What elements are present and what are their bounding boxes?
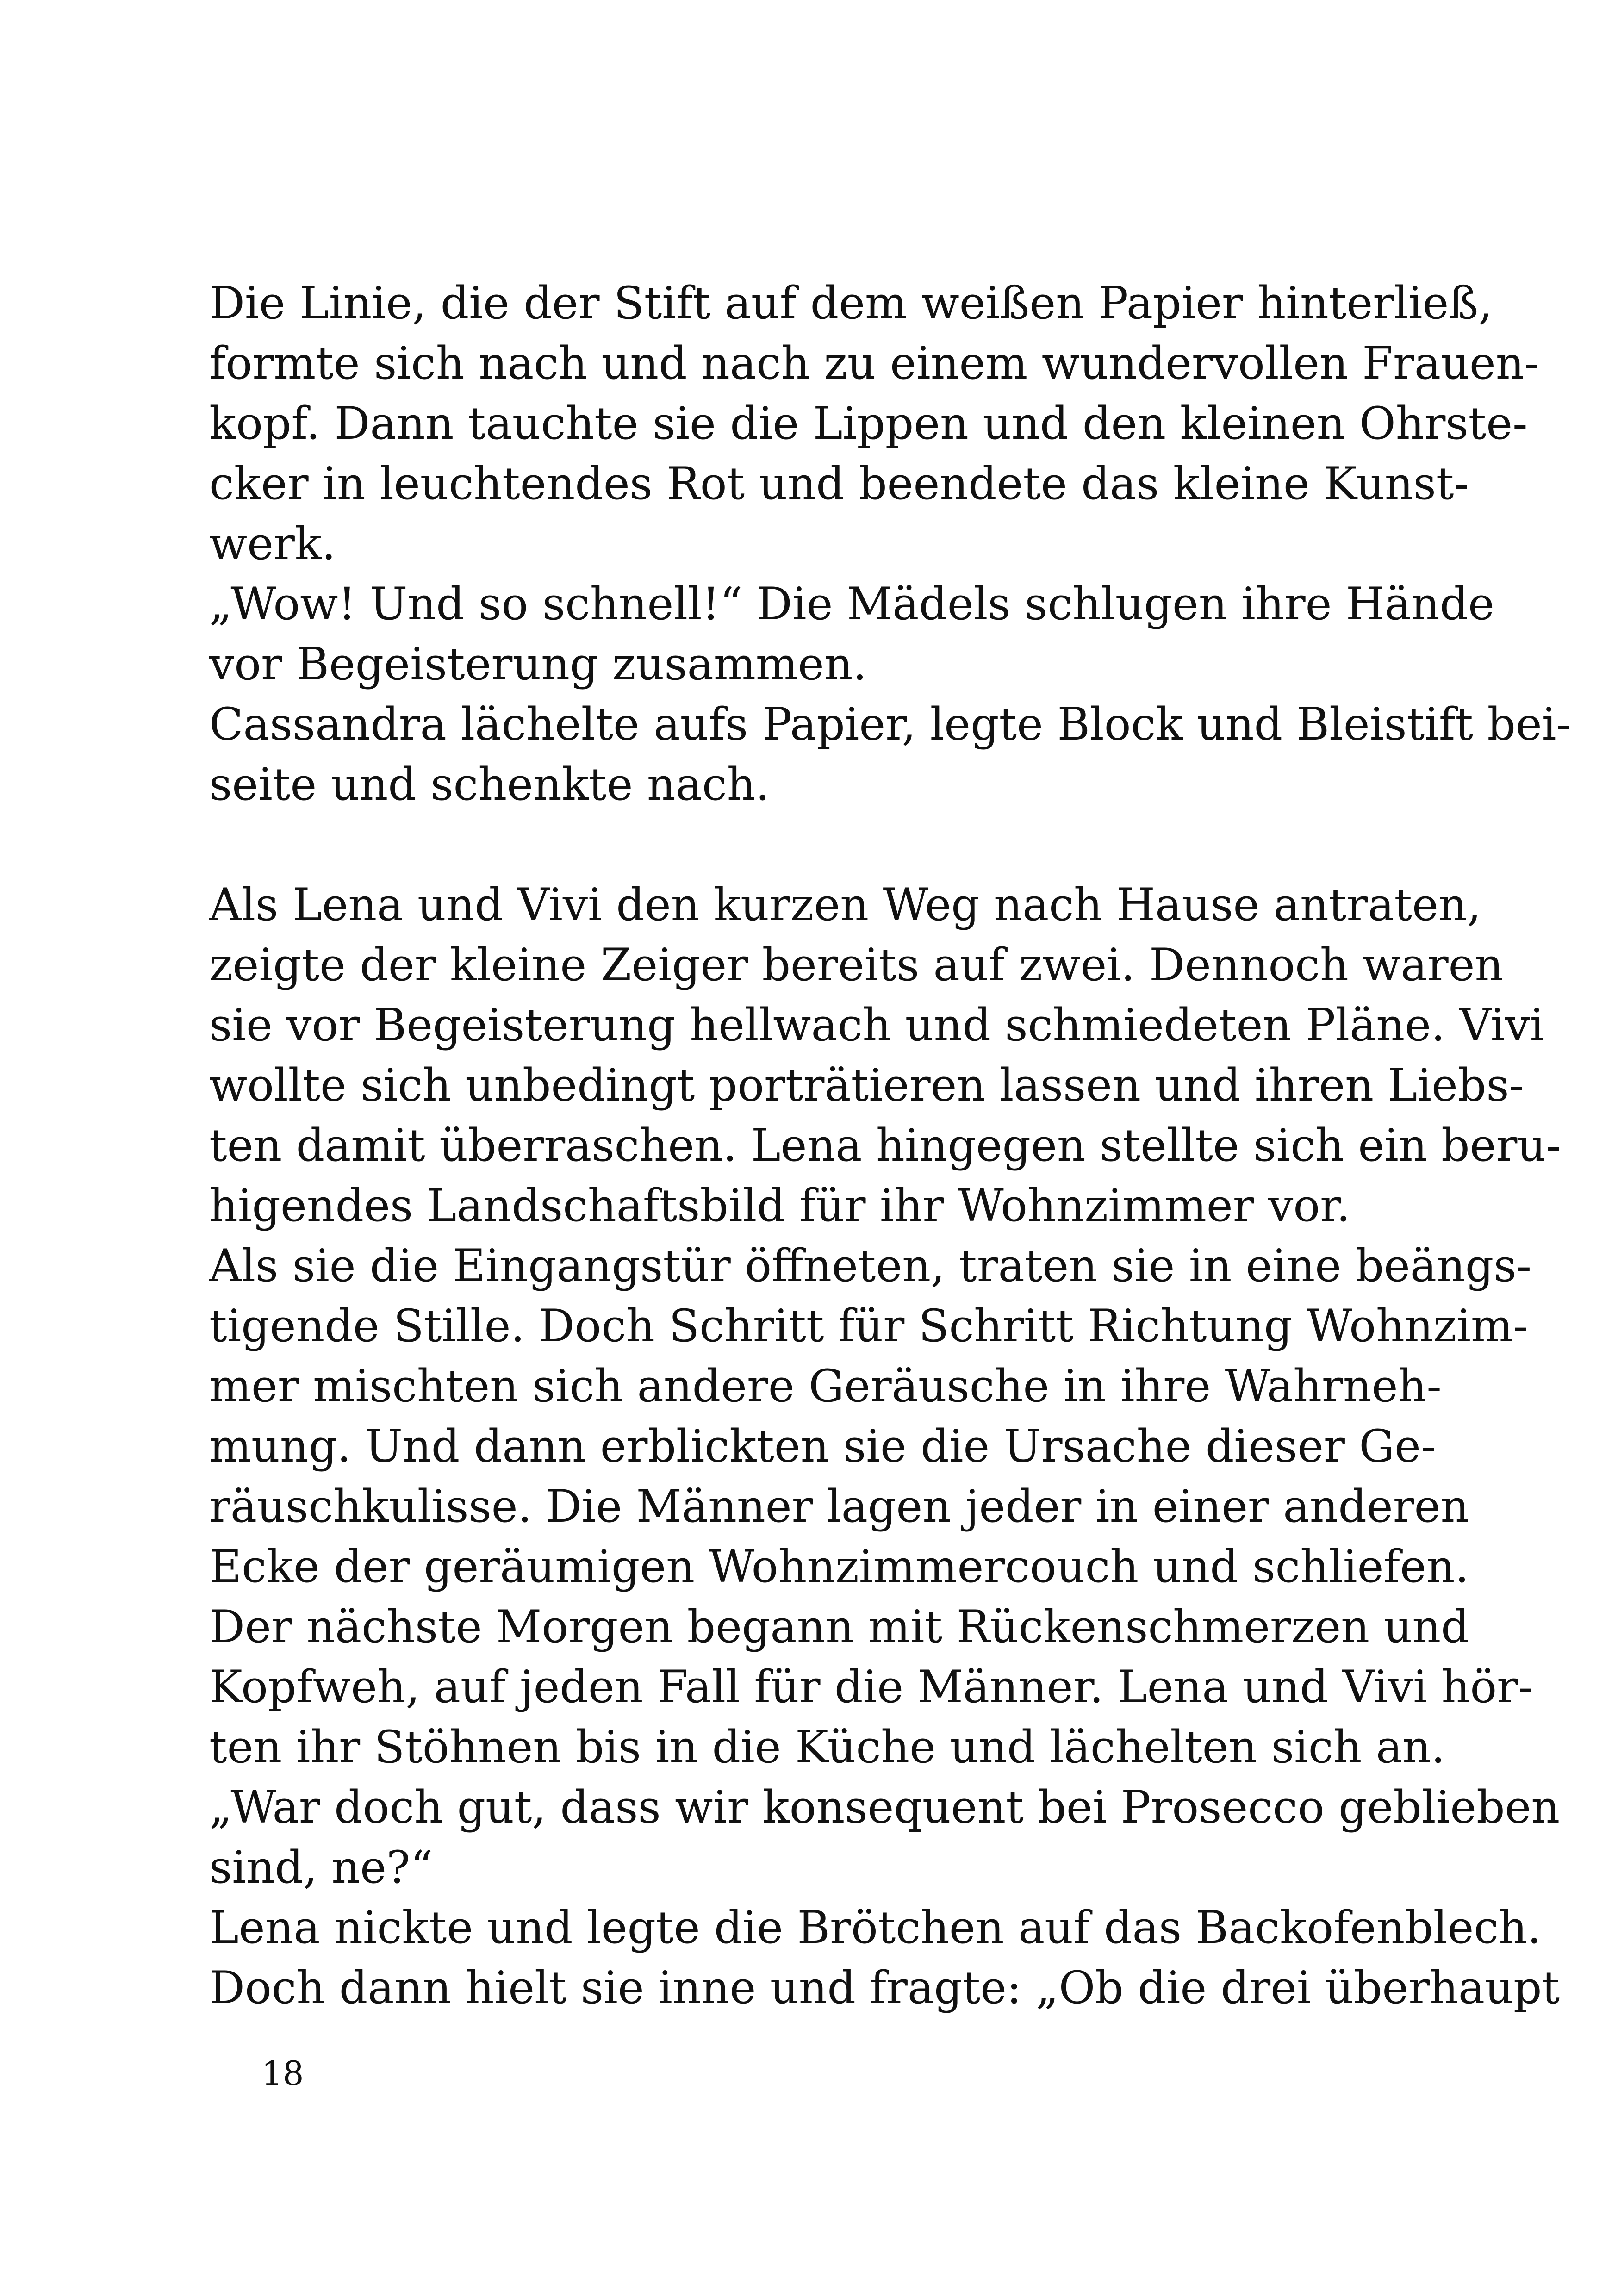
text-line: Lena nickte und legte die Brötchen auf das Backofenblech.: [209, 1902, 1542, 1954]
page-number: 18: [261, 2054, 304, 2093]
paragraph: [209, 1597, 1533, 1777]
text-line: Kopfweh, auf jeden Fall für die Männer. Lena und Vivi hör-: [209, 1661, 1533, 1713]
text-line: Cassandra lächelte aufs Papier, legte Block und Bleistift bei-: [209, 698, 1571, 750]
text-line: kopf. Dann tauchte sie die Lippen und den kleinen Ohrste-: [209, 398, 1528, 449]
paragraph: [209, 694, 1571, 815]
text-line: tigende Stille. Doch Schritt für Schritt Richtung Wohnzim-: [209, 1300, 1528, 1352]
text-line: sie vor Begeisterung hellwach und schmiedeten Pläne. Vivi: [209, 999, 1544, 1051]
text-line: Der nächste Morgen begann mit Rückenschmerzen und: [209, 1601, 1469, 1653]
text-line: mung. Und dann erblickten sie die Ursache dieser Ge-: [209, 1420, 1436, 1472]
text-line: seite und schenkte nach.: [209, 759, 770, 810]
section-break: [209, 815, 1417, 875]
text-line: Ecke der geräumigen Wohnzimmercouch und schliefen.: [209, 1541, 1469, 1593]
text-line: Als sie die Eingangstür öffneten, traten sie in eine beängs-: [209, 1240, 1532, 1292]
paragraph: [209, 1777, 1560, 1898]
text-line: „War doch gut, dass wir konsequent bei Prosecco geblieben: [209, 1781, 1560, 1833]
text-line: vor Begeisterung zusammen.: [209, 638, 867, 690]
text-line: mer mischten sich andere Geräusche in ihre Wahrneh-: [209, 1360, 1442, 1412]
text-line: sind, ne?“: [209, 1842, 433, 1893]
text-line: Doch dann hielt sie inne und fragte: „Ob die drei überhaupt: [209, 1962, 1560, 2014]
paragraph: [209, 574, 1494, 694]
text-line: Als Lena und Vivi den kurzen Weg nach Hause antraten,: [209, 879, 1481, 931]
text-line: higendes Landschaftsbild für ihr Wohnzimmer vor.: [209, 1180, 1350, 1232]
text-line: „Wow! Und so schnell!“ Die Mädels schlugen ihre Hände: [209, 578, 1494, 630]
text-line: werk.: [209, 518, 336, 570]
paragraph: [209, 875, 1561, 1236]
text-line: wollte sich unbedingt porträtieren lassen und ihren Liebs-: [209, 1059, 1525, 1111]
text-line: räuschkulisse. Die Männer lagen jeder in einer anderen: [209, 1481, 1469, 1532]
body-text: [209, 273, 1571, 2018]
paragraph: [209, 1898, 1560, 2018]
text-line: zeigte der kleine Zeiger bereits auf zwei. Dennoch waren: [209, 939, 1504, 991]
text-line: cker in leuchtendes Rot und beendete das kleine Kunst-: [209, 458, 1469, 510]
text-line: formte sich nach und nach zu einem wundervollen Frauen-: [209, 337, 1540, 389]
paragraph: [209, 1236, 1532, 1597]
text-line: ten damit überraschen. Lena hingegen stellte sich ein beru-: [209, 1120, 1561, 1171]
text-line: Die Linie, die der Stift auf dem weißen Papier hinterließ,: [209, 277, 1493, 329]
text-line: ten ihr Stöhnen bis in die Küche und lächelten sich an.: [209, 1721, 1445, 1773]
paragraph: [209, 273, 1540, 574]
